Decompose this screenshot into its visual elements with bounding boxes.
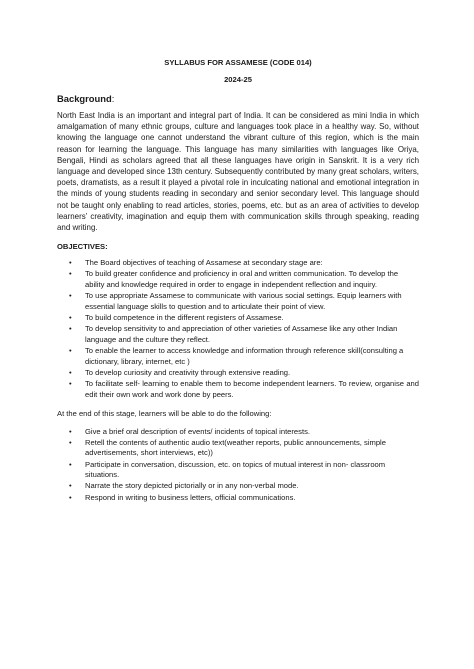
outcome-text: Give a brief oral description of events/ incidents of topical interests. (85, 426, 310, 436)
objectives-list-item (57, 346, 419, 367)
syllabus-title: SYLLABUS FOR ASSAMESE (CODE 014) (164, 58, 312, 67)
outcomes-list-item (57, 427, 419, 438)
outcomes-intro: At the end of this stage, learners will be able to do the following: (57, 409, 272, 419)
objectives-heading: OBJECTIVES: (57, 242, 108, 252)
objectives-list-item (57, 324, 419, 345)
document-page (57, 58, 419, 504)
background-heading-colon: : (111, 93, 115, 104)
outcomes-list-item (57, 481, 419, 492)
bullet-icon: • (69, 492, 72, 502)
outcome-text: Narrate the story depicted pictorially or in any non-verbal mode. (85, 481, 299, 491)
objective-text: To use appropriate Assamese to communicate with various social settings. Equip learners with essential language skills to question and to articulate their point of view. (85, 291, 402, 311)
syllabus-year: 2024-25 (224, 75, 252, 84)
outcome-text: Retell the contents of authentic audio text(weather reports, public announcements, simple advertisements, short interviews, etc)) (85, 437, 386, 458)
outcomes-list (57, 427, 419, 504)
bullet-icon: • (69, 481, 72, 491)
objectives-list-item (57, 258, 419, 269)
bullet-icon: • (69, 378, 72, 388)
objective-text: To facilitate self- learning to enable them to become independent learners. To review, organise and edit their own work and work done by peers. (85, 378, 419, 399)
bullet-icon: • (69, 312, 72, 322)
bullet-icon: • (69, 437, 72, 447)
objectives-list-item (57, 379, 419, 400)
objective-text: The Board objectives of teaching of Assamese at secondary stage are: (85, 258, 323, 268)
outcomes-list-item (57, 493, 419, 504)
bullet-icon: • (69, 367, 72, 377)
background-heading (57, 93, 419, 105)
bullet-icon: • (69, 324, 72, 334)
outcomes-list-item (57, 460, 419, 481)
background-heading-text: Background (57, 93, 112, 104)
bullet-icon: • (69, 269, 72, 279)
objective-text: To enable the learner to access knowledge and information through reference skill(consulting a dictionary, library, internet, etc ) (85, 345, 404, 366)
outcome-text: Participate in conversation, discussion, etc. on topics of mutual interest in non- classroom situations. (85, 459, 386, 480)
objective-text: To build greater confidence and proficiency in oral and written communication. To develop the ability and knowledge required in order to engage in independent reflection and inquiry. (85, 269, 399, 290)
objective-text: To build competence in the different registers of Assamese. (85, 312, 284, 322)
objective-text: To develop sensitivity to and appreciation of other varieties of Assamese like any other Indian language and the culture they reflect. (85, 324, 398, 344)
objectives-list-item (57, 269, 419, 290)
objectives-list-item (57, 313, 419, 324)
bullet-icon: • (69, 258, 72, 268)
objectives-list-item (57, 368, 419, 379)
bullet-icon: • (69, 345, 72, 355)
objectives-list-item (57, 291, 419, 312)
bullet-icon: • (69, 459, 72, 469)
objective-text: To develop curiosity and creativity through extensive reading. (85, 367, 291, 377)
objectives-list (57, 258, 419, 400)
outcome-text: Respond in writing to business letters, official communications. (85, 492, 296, 502)
background-paragraph: North East India is an important and integral part of India. It can be considered as mini India in which amalgamation of many ethnic groups, culture and languages took place in a healthy way. So, without knowing the language one cannot understand the vibrant culture of this region, which is the main reason for learning the language. This language has many similarities with languages like Oriya, Bengali, Hindi as scholars agreed that all these languages have origin in Sanskrit. It is a very rich language and developed since 13th century. Subsequently contributed by many great scholars, writers, poets, dramatists, as a result it played a pivotal role in inculcating national and emotional integration in the minds of young students reading in secondary and senior secondary level. This language should not be taught only enabling to read articles, stories, poems, etc. but as an area of activities to develop learners’ creativity, imagination and equip them with communication skills through speaking, reading and writing. (57, 111, 419, 233)
outcomes-list-item (57, 438, 419, 459)
bullet-icon: • (69, 291, 72, 301)
bullet-icon: • (69, 426, 72, 436)
